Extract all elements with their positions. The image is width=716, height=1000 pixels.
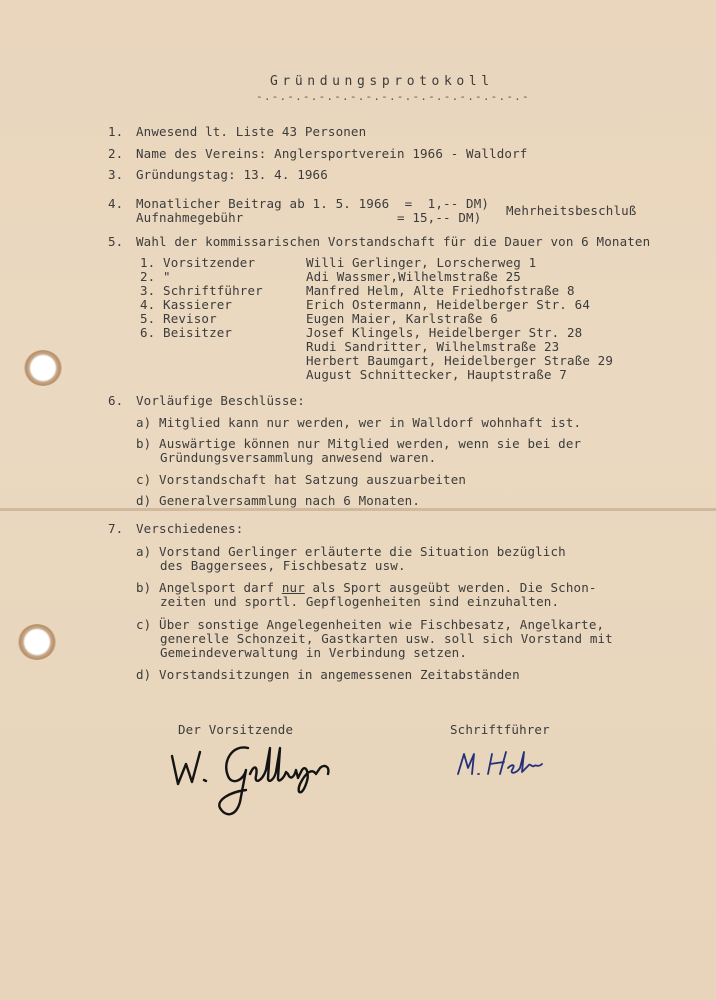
item-2-number: 2.	[108, 146, 124, 161]
section-7-b-start: b) Angelsport darf	[136, 580, 282, 595]
section-7-a-line2: des Baggersees, Fischbesatz usw.	[160, 558, 406, 573]
section-7-b-end: als Sport ausgeübt werden. Die Schon-	[304, 580, 597, 595]
chairman-label: Der Vorsitzende	[178, 722, 294, 737]
board-role: 5. Revisor	[140, 311, 217, 326]
board-member: Herbert Baumgart, Heidelberger Straße 29	[306, 353, 614, 368]
item-4-majority-note: Mehrheitsbeschluß	[506, 203, 637, 218]
secretary-signature	[452, 744, 552, 784]
board-role: 3. Schriftführer	[140, 283, 263, 298]
board-member: Eugen Maier, Karlstraße 6	[306, 311, 498, 326]
section-6-c: c) Vorstandschaft hat Satzung auszuarbeiten	[136, 472, 467, 487]
section-6-b-line1: b) Auswärtige können nur Mitglied werden, wenn sie bei der	[136, 436, 582, 451]
section-6-d: d) Generalversammlung nach 6 Monaten.	[136, 493, 420, 508]
section-7-b-line2: zeiten und sportl. Gepflogenheiten sind einzuhalten.	[160, 594, 560, 609]
item-5-number: 5.	[108, 234, 124, 249]
document-title: Gründungsprotokoll	[270, 74, 494, 89]
board-member: Adi Wassmer,Wilhelmstraße 25	[306, 269, 521, 284]
section-6-heading: Vorläufige Beschlüsse:	[136, 393, 305, 408]
section-6-number: 6.	[108, 393, 124, 408]
item-1-text: Anwesend lt. Liste 43 Personen	[136, 124, 367, 139]
board-member: August Schnittecker, Hauptstraße 7	[306, 367, 567, 382]
punch-hole-bottom	[18, 624, 56, 660]
item-3-number: 3.	[108, 167, 124, 182]
section-7-c-line1: c) Über sonstige Angelegenheiten wie Fischbesatz, Angelkarte,	[136, 617, 605, 632]
board-role: 6. Beisitzer	[140, 325, 233, 340]
section-7-number: 7.	[108, 521, 124, 536]
section-7-c-line2: generelle Schonzeit, Gastkarten usw. soll sich Vorstand mit	[160, 631, 613, 646]
section-6-a: a) Mitglied kann nur werden, wer in Walldorf wohnhaft ist.	[136, 415, 582, 430]
board-role: 1. Vorsitzender	[140, 255, 256, 270]
board-member: Rudi Sandritter, Wilhelmstraße 23	[306, 339, 560, 354]
item-4-fee-line: Monatlicher Beitrag ab 1. 5. 1966 = 1,-- DM)	[136, 196, 490, 211]
board-role: 2. "	[140, 269, 171, 284]
item-2-text: Name des Vereins: Anglersportverein 1966 - Walldorf	[136, 146, 528, 161]
item-4-number: 4.	[108, 196, 124, 211]
section-7-heading: Verschiedenes:	[136, 521, 244, 536]
title-underline: -.-.-.-.-.-.-.-.-.-.-.-.-.-.-.-.-.-	[256, 90, 530, 103]
board-member: Josef Klingels, Heidelberger Str. 28	[306, 325, 583, 340]
section-7-c-line3: Gemeindeverwaltung in Verbindung setzen.	[160, 645, 468, 660]
item-4-admission-line: Aufnahmegebühr = 15,-- DM)	[136, 210, 482, 225]
section-6-b-line2: Gründungsversammlung anwesend waren.	[160, 450, 437, 465]
item-5-text: Wahl der kommissarischen Vorstandschaft für die Dauer von 6 Monaten	[136, 234, 651, 249]
underlined-word: nur	[281, 580, 305, 595]
board-role: 4. Kassierer	[140, 297, 233, 312]
board-member: Erich Ostermann, Heidelberger Str. 64	[306, 297, 590, 312]
secretary-label: Schriftführer	[450, 722, 550, 737]
board-member: Willi Gerlinger, Lorscherweg 1	[306, 255, 537, 270]
section-7-d: d) Vorstandsitzungen in angemessenen Zeitabständen	[136, 667, 520, 682]
section-7-a-line1: a) Vorstand Gerlinger erläuterte die Situation bezüglich	[136, 544, 566, 559]
chairman-signature	[160, 734, 350, 824]
item-1-number: 1.	[108, 124, 124, 139]
item-3-text: Gründungstag: 13. 4. 1966	[136, 167, 328, 182]
punch-hole-top	[24, 350, 62, 386]
board-member: Manfred Helm, Alte Friedhofstraße 8	[306, 283, 575, 298]
